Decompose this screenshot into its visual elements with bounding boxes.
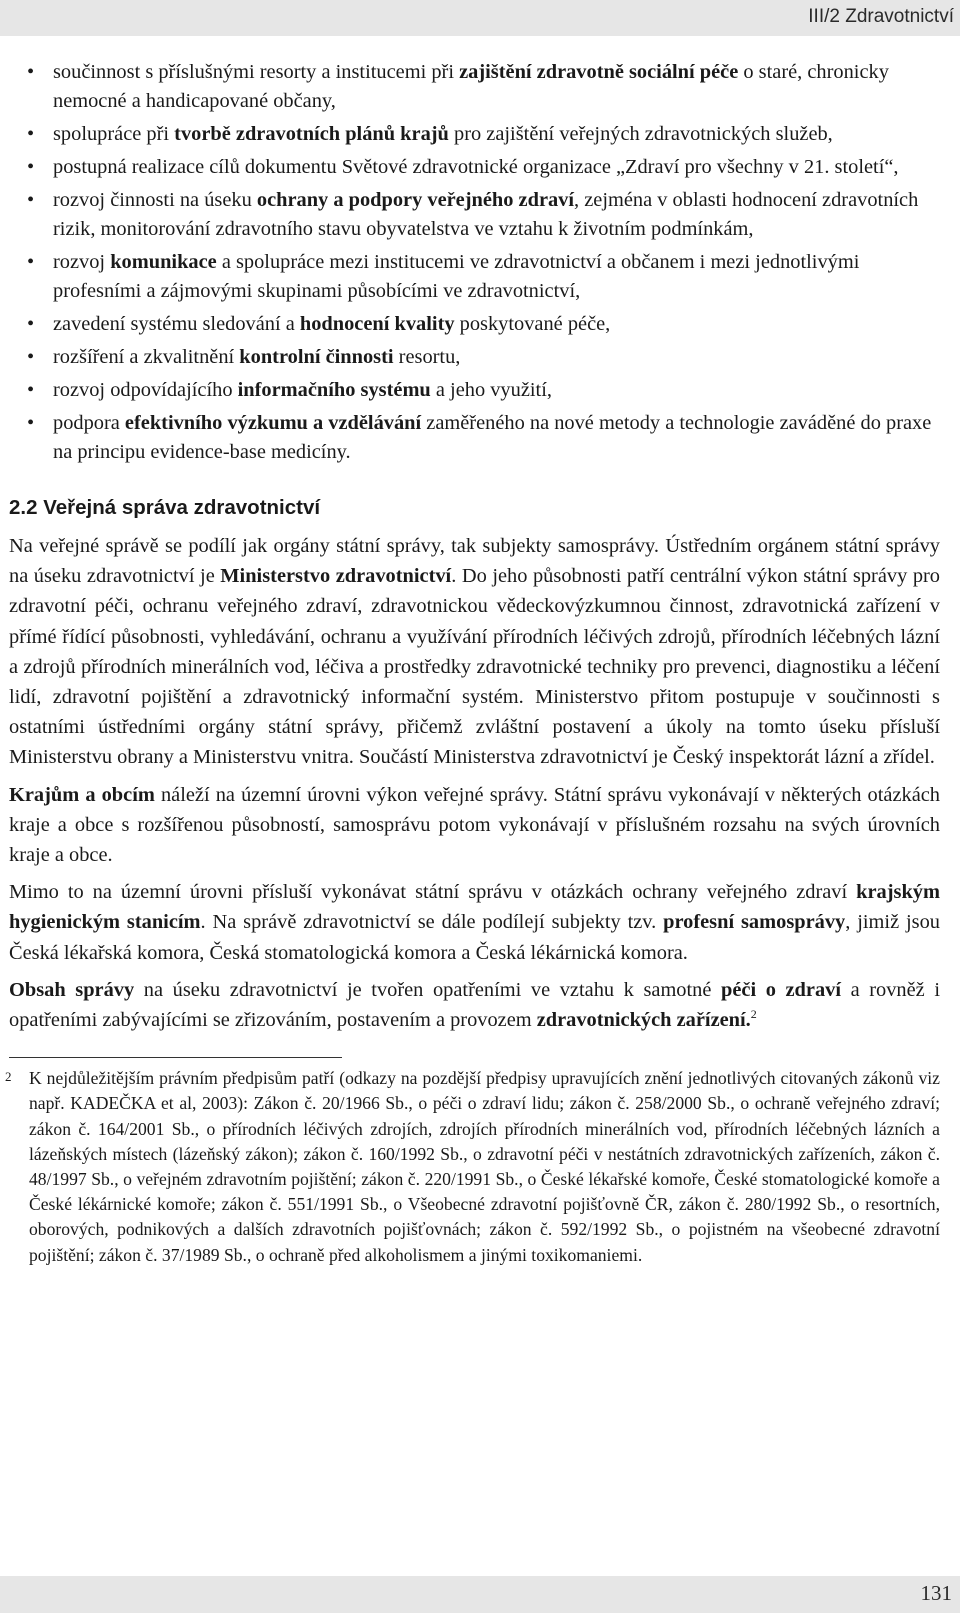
bullet-icon: • [27, 346, 35, 368]
bullet-icon: • [27, 251, 35, 273]
page-content [5, 58, 941, 1268]
list-item: • zavedení systému sledování a hodnocení kvality poskytované péče, [9, 310, 940, 339]
bullet-icon: • [27, 123, 35, 145]
bullet-icon: • [27, 412, 35, 434]
list-item: • podpora efektivního výzkumu a vzdělávání zaměřeného na nové metody a technologie zaváděné do praxe na principu evidence-base medicíny. [9, 409, 940, 467]
paragraph-hygiene-stations: Mimo to na územní úrovni přísluší vykonávat státní správu v otázkách ochrany veřejného zdraví krajským hygienickým stanicím. Na správě zdravotnictví se dále podílejí subjekty tzv. profesní samosprávy, jimiž jsou Česká lékařská komora, Česká stomatologická komora a Česká lékárnická komora. [9, 881, 940, 964]
bullet-icon: • [27, 189, 35, 211]
list-item: • rozvoj komunikace a spolupráce mezi institucemi ve zdravotnictví a občanem i mezi jednotlivými profesními a zájmovými skupinami působícími ve zdravotnictví, [9, 248, 940, 306]
paragraph-state-administration: Na veřejné správě se podílí jak orgány státní správy, tak subjekty samosprávy. Ústředním orgánem státní správy na úseku zdravotnictví je Ministerstvo zdravotnictví. Do jeho působnosti patří centrální výkon státní správy pro zdravotní péči, ochranu veřejného zdraví, zdravotnickou vědeckovýzkumnou činnost, zdravotnická zařízení v přímé řídící působnosti, vyhledávání, ochranu a využívání přírodních léčivých zdrojů, přírodních léčebných lázní a zdrojů přírodních minerálních vod, léčiva a prostředky zdravotnické techniky pro prevenci, diagnostiku a léčení lidí, zdravotní pojištění a zdravotnický informační systém. Ministerstvo přitom postupuje v součinnosti s ostatními ústředními orgány státní správy, přičemž zvláštní postavení a úkoly na tomto úseku přísluší Ministerstvu obrany a Ministerstvu vnitra. Součástí Ministerstva zdravotnictví je Český inspektorát lázní a zřídel. [9, 535, 941, 769]
footnote-number: 2 [5, 1069, 12, 1085]
bullet-icon: • [27, 61, 35, 83]
page-number: 131 [920, 1581, 952, 1605]
section-heading: 2.2 Veřejná správa zdravotnictví [9, 496, 321, 519]
list-item: • spolupráce při tvorbě zdravotních plánů krajů pro zajištění veřejných zdravotnických služeb, [9, 120, 940, 149]
list-item: • postupná realizace cílů dokumentu Světové zdravotnické organizace „Zdraví pro všechny v 21. století“, [9, 153, 940, 182]
header-bar [0, 0, 960, 36]
footer-bar [0, 1576, 960, 1613]
list-item: • rozvoj činnosti na úseku ochrany a podpory veřejného zdraví, zejména v oblasti hodnocení zdravotních rizik, monitorování zdravotního stavu obyvatelstva ve vztahu k životním podmínkám, [9, 186, 940, 244]
paragraph-regions-municipalities: Krajům a obcím náleží na územní úrovni výkon veřejné správy. Státní správu vykonávají v některých otázkách kraje a obce s rozšířenou působností, samosprávu potom vykonávají v příslušném rozsahu na svých úrovních kraje a obce. [9, 783, 940, 867]
footnote-reference: 2 [750, 1007, 757, 1022]
running-header: III/2 Zdravotnictví [808, 6, 954, 27]
bullet-icon: • [27, 379, 35, 401]
footnote-divider [9, 1057, 342, 1058]
bullet-list [9, 58, 940, 467]
bullet-icon: • [27, 313, 35, 335]
list-item: • rozšíření a zkvalitnění kontrolní činnosti resortu, [9, 343, 940, 372]
bullet-icon: • [27, 156, 35, 178]
paragraph-scope-of-administration: Obsah správy na úseku zdravotnictví je tvořen opatřeními ve vztahu k samotné péči o zdraví a rovněž i opatřeními zabývajícími se zřizováním, postavením a provozem zdravotnických zařízení.$^2$ [9, 978, 940, 1032]
footnote-text: K nejdůležitějším právním předpisům patří (odkazy na pozdější předpisy upravujících znění jednotlivých citovaných zákonů viz např. KADEČKA et al, 2003): Zákon č. 20/1966 Sb., o péči o zdraví lidu; zákon č. 258/2000 Sb., o ochraně veřejného zdraví; zákon č. 164/2001 Sb., o přírodních léčivých zdrojích, zdrojích přírodních minerálních vod, přírodních léčebných lázních a lázeňských místech (lázeňský zákon); zákon č. 160/1992 Sb., o zdravotní péči v nestátních zdravotnických zařízeních, zákon č. 48/1997 Sb., o veřejném zdravotním pojištění; zákon č. 220/1991 Sb., o České lékařské komoře, České stomatologické komoře a České lékárnické komoře; zákon č. 551/1991 Sb., o Všeobecné zdravotní pojišťovně ČR, zákon č. 280/1992 Sb., o resortních, oborových, podnikových a dalších zdravotních pojišťovnách; zákon č. 592/1992 Sb., o pojistném na všeobecné zdravotní pojištění; zákon č. 37/1989 Sb., o ochraně před alkoholismem a jinými toxikomaniemi. [29, 1068, 940, 1265]
list-item: • součinnost s příslušnými resorty a institucemi při zajištění zdravotně sociální péče o staré, chronicky nemocné a handicapované občany, [9, 58, 940, 116]
list-item: • rozvoj odpovídajícího informačního systému a jeho využití, [9, 376, 940, 405]
footnote [5, 1066, 940, 1268]
